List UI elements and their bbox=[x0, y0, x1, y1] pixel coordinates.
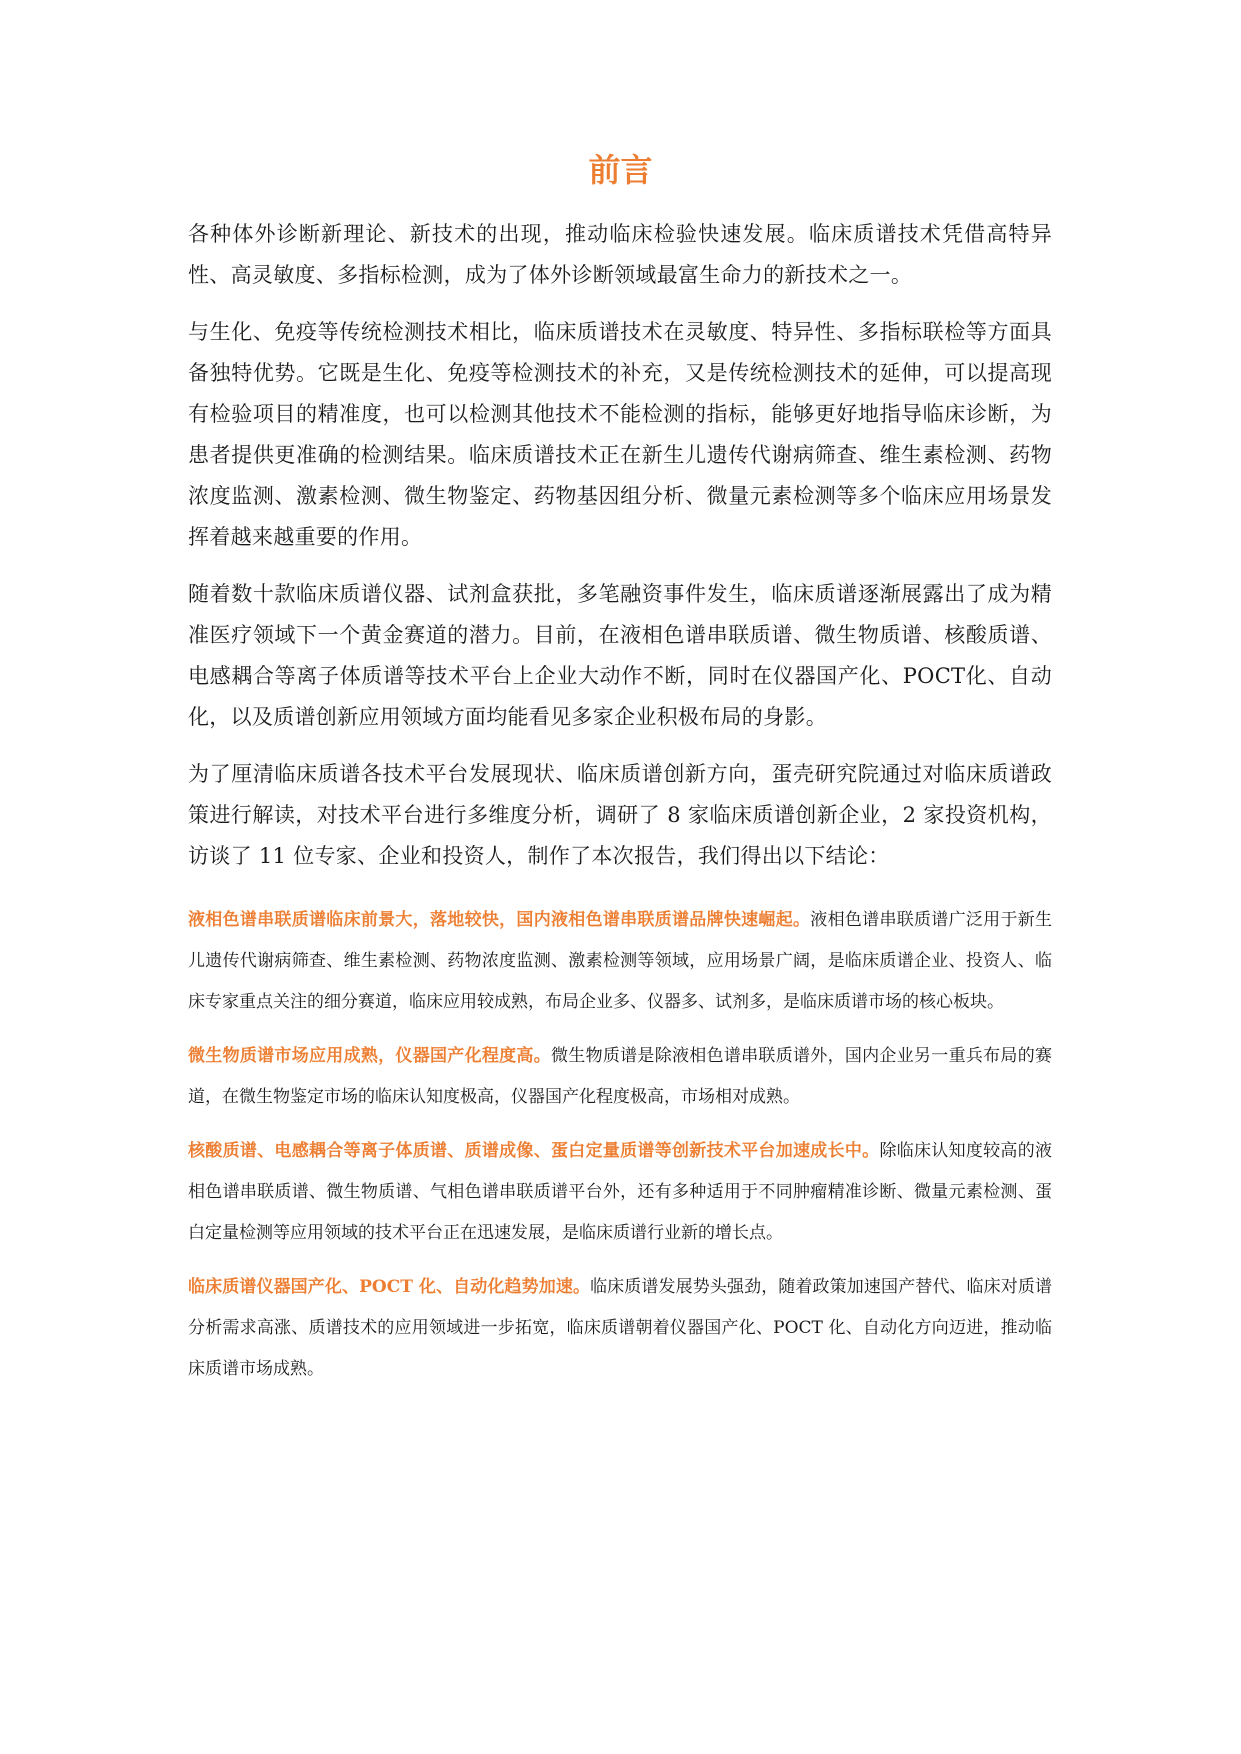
conclusion-text: 临床质谱发展势头强劲，随着政策加速国产替代、临床对质谱分析需求高涨、质谱技术的应用领域进一步拓宽，临床质谱朝着仪器国产化、POCT 化、自动化方向迈进，推动临床质谱市场成熟。 bbox=[188, 1277, 1052, 1379]
conclusion-highlight: 液相色谱串联质谱临床前景大，落地较快，国内液相色谱串联质谱品牌快速崛起。 bbox=[188, 910, 811, 930]
intro-body bbox=[188, 214, 1052, 877]
conclusion-item bbox=[188, 900, 1052, 1023]
conclusion-item bbox=[188, 1036, 1052, 1118]
conclusion-text: 液相色谱串联质谱广泛用于新生儿遗传代谢病筛查、维生素检测、药物浓度监测、激素检测等领域，应用场景广阔，是临床质谱企业、投资人、临床专家重点关注的细分赛道，临床应用较成熟，布局企业多、仪器多、试剂多，是临床质谱市场的核心板块。 bbox=[188, 910, 1053, 1012]
conclusion-item bbox=[188, 1131, 1052, 1254]
conclusion-highlight: 临床质谱仪器国产化、POCT 化、自动化趋势加速。 bbox=[188, 1277, 591, 1297]
conclusion-highlight: 核酸质谱、电感耦合等离子体质谱、质谱成像、蛋白定量质谱等创新技术平台加速成长中。 bbox=[188, 1141, 880, 1161]
conclusion-text: 除临床认知度较高的液相色谱串联质谱、微生物质谱、气相色谱串联质谱平台外，还有多种适用于不同肿瘤精准诊断、微量元素检测、蛋白定量检测等应用领域的技术平台正在迅速发展，是临床质谱行业新的增长点。 bbox=[188, 1141, 1053, 1243]
page-title: 前言 bbox=[588, 151, 653, 189]
intro-paragraph: 随着数十款临床质谱仪器、试剂盒获批，多笔融资事件发生，临床质谱逐渐展露出了成为精准医疗领域下一个黄金赛道的潜力。目前，在液相色谱串联质谱、微生物质谱、核酸质谱、电感耦合等离子体质谱等技术平台上企业大动作不断，同时在仪器国产化、POCT化、自动化，以及质谱创新应用领域方面均能看见多家企业积极布局的身影。 bbox=[188, 582, 1052, 729]
conclusion-text: 微生物质谱是除液相色谱串联质谱外，国内企业另一重兵布局的赛道，在微生物鉴定市场的临床认知度极高，仪器国产化程度极高，市场相对成熟。 bbox=[188, 1046, 1052, 1107]
intro-paragraph: 为了厘清临床质谱各技术平台发展现状、临床质谱创新方向，蛋壳研究院通过对临床质谱政策进行解读，对技术平台进行多维度分析，调研了 8 家临床质谱创新企业，2 家投资机构，访谈了 11 位专家、企业和投资人，制作了本次报告，我们得出以下结论： bbox=[188, 762, 1052, 868]
intro-paragraph: 与生化、免疫等传统检测技术相比，临床质谱技术在灵敏度、特异性、多指标联检等方面具备独特优势。它既是生化、免疫等检测技术的补充，又是传统检测技术的延伸，可以提高现有检验项目的精准度，也可以检测其他技术不能检测的指标，能够更好地指导临床诊断，为患者提供更准确的检测结果。临床质谱技术正在新生儿遗传代谢病筛查、维生素检测、药物浓度监测、激素检测、微生物鉴定、药物基因组分析、微量元素检测等多个临床应用场景发挥着越来越重要的作用。 bbox=[188, 320, 1052, 549]
conclusion-item bbox=[188, 1267, 1052, 1390]
conclusion-highlight: 微生物质谱市场应用成熟，仪器国产化程度高。 bbox=[188, 1046, 551, 1066]
conclusions-list bbox=[188, 900, 1052, 1403]
intro-paragraph: 各种体外诊断新理论、新技术的出现，推动临床检验快速发展。临床质谱技术凭借高特异性、高灵敏度、多指标检测，成为了体外诊断领域最富生命力的新技术之一。 bbox=[188, 222, 1052, 287]
